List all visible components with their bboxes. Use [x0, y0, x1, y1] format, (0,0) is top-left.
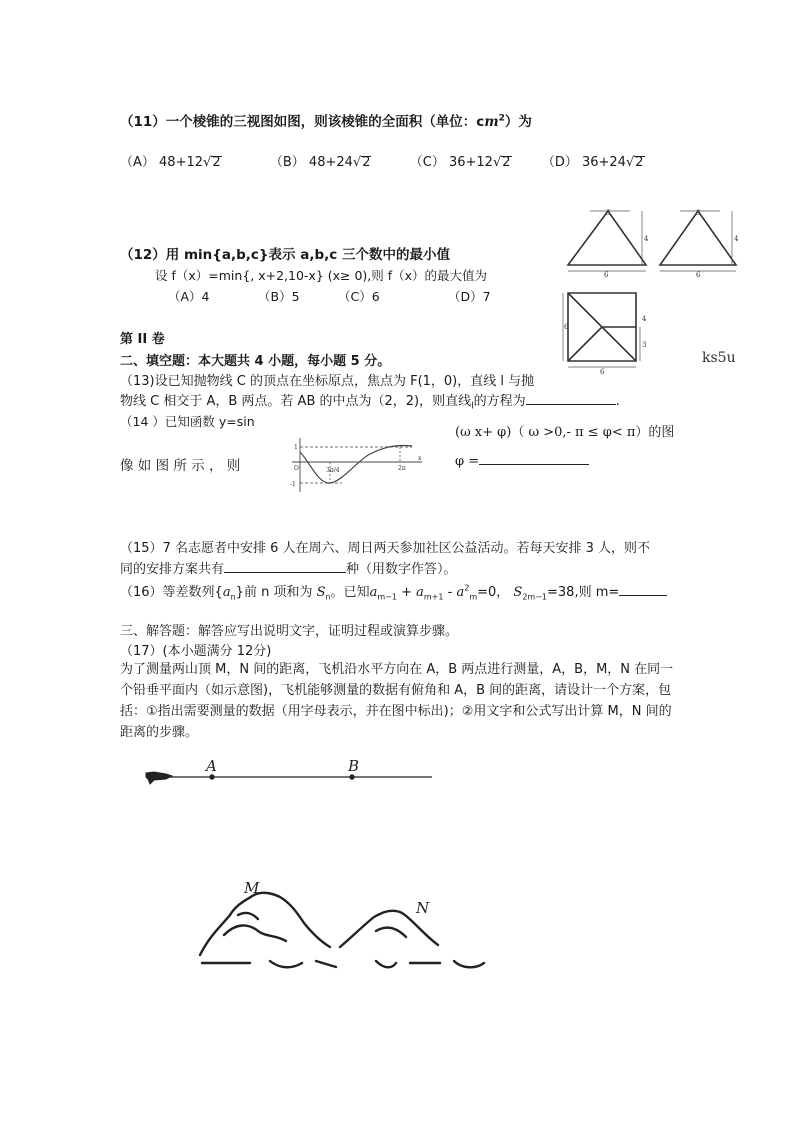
top-dim-left: 6: [564, 323, 569, 331]
q12-option-c: （C）6: [338, 289, 380, 304]
q15-line1: （15）7 名志愿者中安排 6 人在周六、周日两天参加社区公益活动。若每天安排 3 人，则不: [120, 541, 651, 556]
part2-title: 第 II 卷: [120, 332, 165, 347]
q11-stem: （11）一个棱锥的三视图如图，则该棱锥的全面积（单位：$cm^2$）为: [120, 113, 532, 130]
unit-c: c: [476, 114, 485, 130]
q12-options: [168, 287, 491, 305]
q17-body: 为了测量两山顶 M，N 间的距离，飞机沿水平方向在 A，B 两点进行测量，A，B，M，N 在同一个铅垂平面内（如示意图)，飞机能够测量的数据有俯角和 A，B 间的距离，请设计一个方案，包括：①指出需要测量的数据（用字母表示，并在图中标出)；②用文字和公式写出计算 M，N 间的距离的步骤。: [120, 662, 674, 740]
q13-answer-blank[interactable]: [526, 392, 616, 405]
q13-line1: （13)设已知抛物线 C 的顶点在坐标原点，焦点为 F(1，0)，直线 l 与抛: [120, 374, 535, 389]
q11-option-c: （C） 36+12√2: [409, 155, 511, 170]
q12-stem: （12）用 min{a,b,c}表示 a,b,c 三个数中的最小值: [120, 247, 450, 263]
q14-sine-graph: [288, 434, 428, 494]
side-dim-top: 3: [696, 209, 701, 217]
graph-x-axis-label: x: [418, 455, 422, 462]
mountain-m: [200, 893, 330, 955]
q17-head: （17）(本小题满分 12分): [120, 644, 272, 659]
q15-line2: 同的安排方案共有 种（用数字作答）。: [120, 562, 457, 577]
point-b: [350, 775, 354, 779]
part2-section: 二、填空题：本大题共 4 小题，每小题 5 分。: [120, 354, 391, 369]
front-view-triangle: [568, 211, 646, 265]
graph-y-top: 1: [294, 444, 298, 451]
q14-answer: φ =: [455, 452, 589, 469]
top-dim-base: 6: [600, 368, 605, 375]
front-dim-side: 4: [644, 235, 649, 243]
unit-m: m: [484, 114, 499, 130]
q11-option-b: （B） 48+24√2: [269, 155, 371, 170]
watermark: ks5u: [702, 350, 736, 366]
q12-option-a: （A）4: [168, 289, 210, 304]
graph-x-tick-2: 2π: [398, 465, 406, 472]
q13-line2: 物线 C 相交于 A，B 两点。若 AB 的中点为（2，2)，则直线$_l$的方程为 .: [120, 394, 620, 412]
graph-x-tick-1: 3π/4: [326, 467, 340, 474]
label-b: B: [348, 757, 360, 775]
point-a: [210, 775, 214, 779]
top-dim-side: 4: [642, 315, 647, 323]
label-n: N: [416, 899, 430, 917]
q14-left2: 像 如 图 所 示 ， 则: [120, 458, 241, 474]
q17-figure: [140, 755, 500, 985]
airplane-icon: [146, 772, 172, 784]
label-a: A: [206, 757, 217, 775]
q14-answer-blank[interactable]: [479, 452, 589, 465]
unit-exponent: 2: [498, 113, 505, 124]
q14-lead: （14 ）已知函数 y=sin: [120, 414, 255, 429]
front-dim-top: 3: [606, 209, 611, 217]
graph-origin: O: [294, 465, 299, 472]
top-dim-small: 3: [642, 341, 647, 349]
q14-right1: (ω x+ φ)（ ω >0,- π ≤ φ< π）的图: [455, 425, 675, 440]
part3-section: 三、解答题：解答应写出说明文字，证明过程或演算步骤。: [120, 624, 459, 639]
q11-options: [120, 151, 645, 170]
q11-option-a: （A） 48+12√2: [120, 155, 221, 170]
q12-line2: 设 f（x）=min{, x+2,10-x} (x≥ 0),则 f（x）的最大值为: [155, 268, 488, 283]
graph-y-bottom: -1: [290, 481, 296, 488]
label-m: M: [244, 879, 260, 897]
side-dim-base: 6: [696, 271, 701, 279]
q12-option-b: （B）5: [258, 289, 300, 304]
q11-option-d: （D） 36+24√2: [541, 155, 644, 170]
q16-answer-blank[interactable]: [619, 583, 667, 596]
side-view-triangle: [660, 211, 736, 265]
q16-line: （16）等差数列$\{a_n\}$前 n 项和为 $S_n$。已知$a_{m-1} + a_{m+1} - a^2_m=0$， $S_{2m-1}=38$,则 m=: [120, 581, 667, 602]
front-dim-base: 6: [604, 271, 609, 279]
q15-answer-blank[interactable]: [224, 560, 346, 573]
side-dim-side: 4: [734, 235, 739, 243]
flight-line: [146, 772, 432, 784]
q12-option-d: （D）7: [448, 289, 491, 304]
